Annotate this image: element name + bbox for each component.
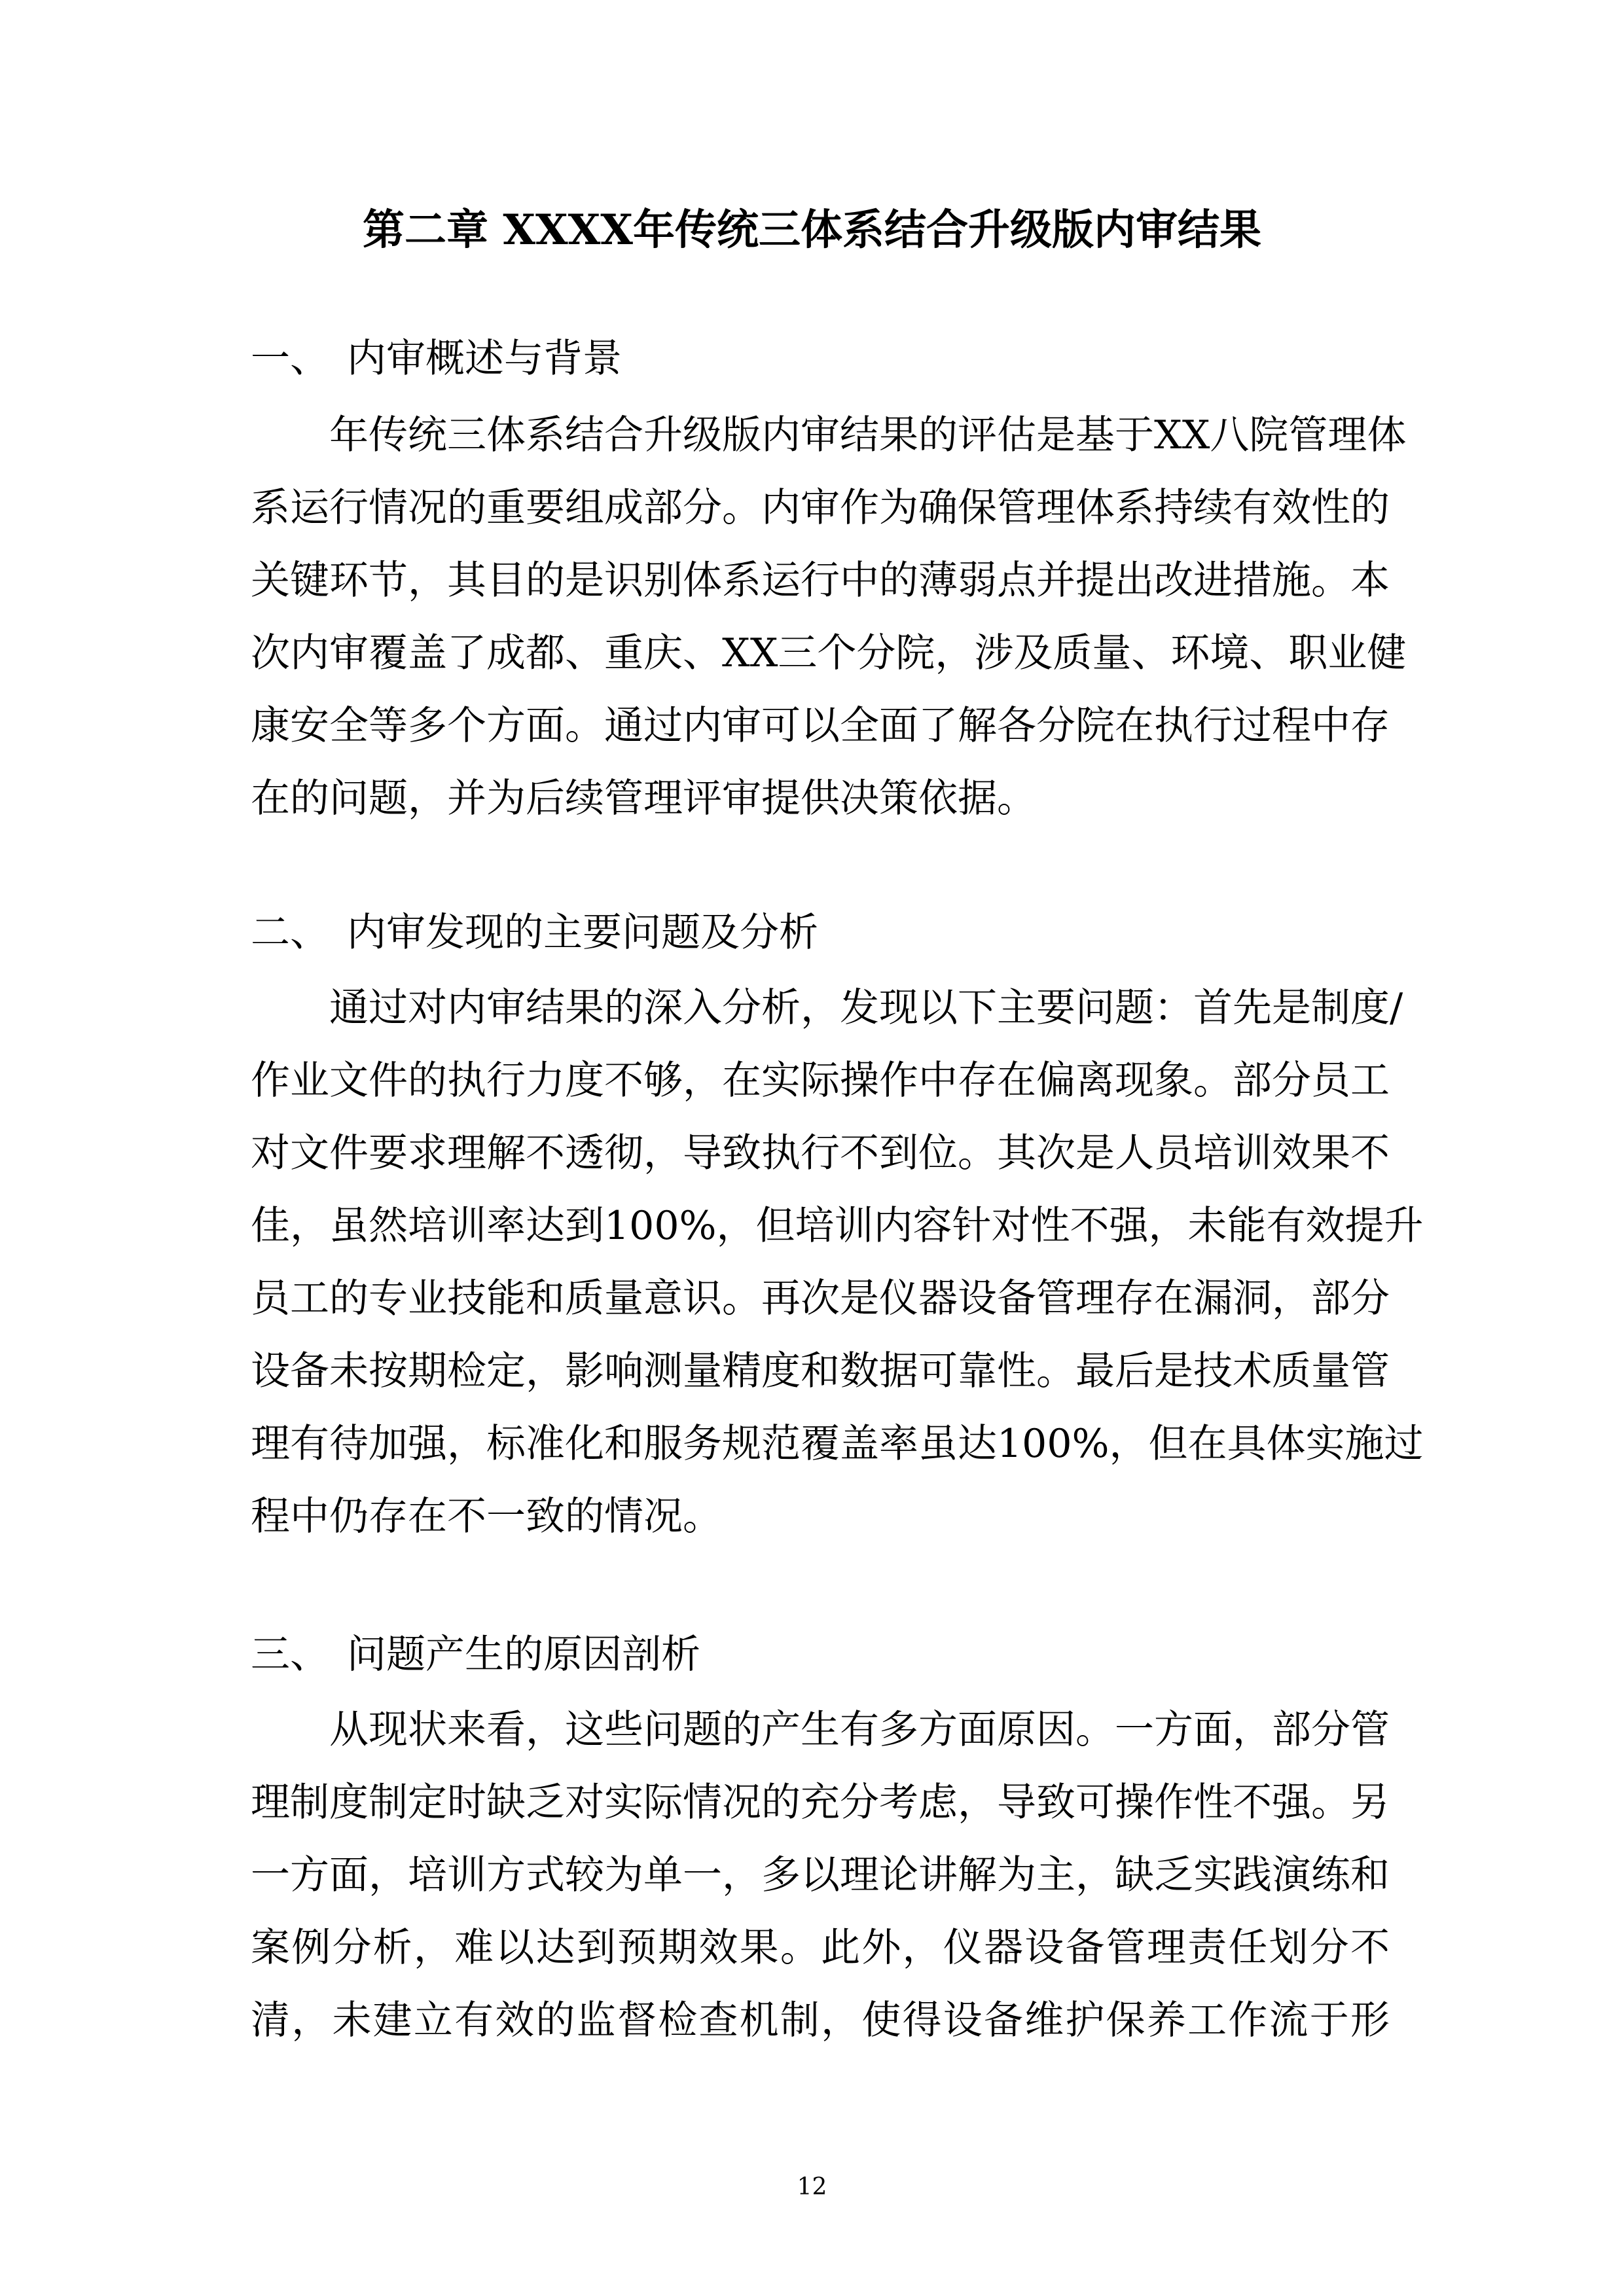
text-line: 员工的专业技能和质量意识。再次是仪器设备管理存在漏洞，部分 bbox=[251, 1276, 1390, 1321]
text-line: 佳，虽然培训率达到100%，但培训内容针对性不强，未能有效提升 bbox=[251, 1203, 1424, 1249]
text-line: 年传统三体系结合升级版内审结果的评估是基于XX八院管理体 bbox=[329, 412, 1407, 458]
section-heading-1 bbox=[251, 323, 622, 395]
section-heading-2 bbox=[251, 897, 818, 969]
chapter-title: 第二章 XXXX年传统三体系结合升级版内审结果 bbox=[363, 206, 1261, 255]
text-line: 从现状来看，这些问题的产生有多方面原因。一方面，部分管 bbox=[329, 1707, 1390, 1753]
section-heading-text: 问题产生的原因剖析 bbox=[347, 1632, 700, 1677]
section-paragraph-3 bbox=[251, 1694, 1390, 2057]
text-line: 理制度制定时缺乏对实际情况的充分考虑，导致可操作性不强。另 bbox=[251, 1780, 1390, 1825]
text-line: 关键环节，其目的是识别体系运行中的薄弱点并提出改进措施。本 bbox=[251, 558, 1390, 603]
text-line: 作业文件的执行力度不够，在实际操作中存在偏离现象。部分员工 bbox=[251, 1058, 1390, 1103]
section-heading-3 bbox=[251, 1619, 700, 1691]
section-number: 二、 bbox=[251, 910, 329, 956]
text-line: 对文件要求理解不透彻，导致执行不到位。其次是人员培训效果不 bbox=[251, 1130, 1390, 1176]
text-line: 康安全等多个方面。通过内审可以全面了解各分院在执行过程中存 bbox=[251, 703, 1390, 749]
section-number: 一、 bbox=[251, 336, 329, 382]
text-line: 次内审覆盖了成都、重庆、XX三个分院，涉及质量、环境、职业健 bbox=[251, 630, 1407, 676]
text-line: 案例分析，难以达到预期效果。此外，仪器设备管理责任划分不 bbox=[251, 1925, 1390, 1971]
section-paragraph-2 bbox=[251, 972, 1424, 1553]
section-heading-text: 内审发现的主要问题及分析 bbox=[347, 910, 818, 956]
text-line: 设备未按期检定，影响测量精度和数据可靠性。最后是技术质量管 bbox=[251, 1348, 1390, 1394]
section-number: 三、 bbox=[251, 1632, 329, 1677]
text-line: 系运行情况的重要组成部分。内审作为确保管理体系持续有效性的 bbox=[251, 485, 1390, 531]
text-line: 清，未建立有效的监督检查机制，使得设备维护保养工作流于形 bbox=[251, 1998, 1390, 2043]
text-line: 一方面，培训方式较为单一，多以理论讲解为主，缺乏实践演练和 bbox=[251, 1852, 1390, 1898]
page-number: 12 bbox=[797, 2174, 827, 2200]
text-line: 通过对内审结果的深入分析，发现以下主要问题：首先是制度/ bbox=[329, 985, 1403, 1031]
text-line: 程中仍存在不一致的情况。 bbox=[251, 1494, 722, 1539]
text-line: 在的问题，并为后续管理评审提供决策依据。 bbox=[251, 776, 1036, 821]
section-heading-text: 内审概述与背景 bbox=[347, 336, 622, 382]
text-line: 理有待加强，标准化和服务规范覆盖率虽达100%，但在具体实施过 bbox=[251, 1421, 1424, 1467]
section-paragraph-1 bbox=[251, 399, 1407, 835]
